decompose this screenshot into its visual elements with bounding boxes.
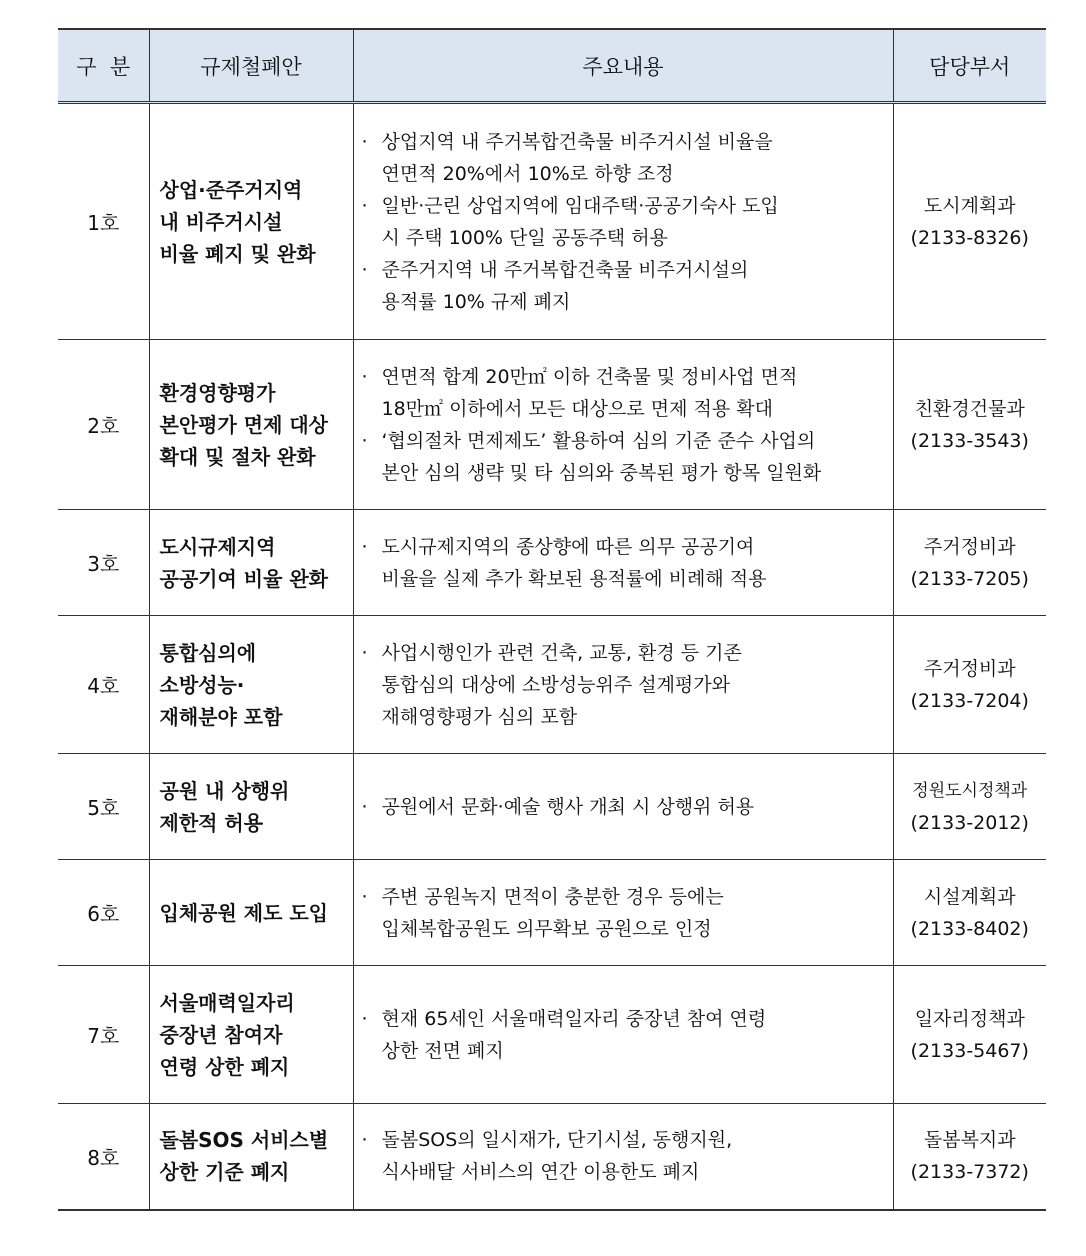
bullet-text-line: 주변 공원녹지 면적이 충분한 경우 등에는 [381,885,724,908]
row-number: 7호 [58,966,149,1104]
proposal-title-line: 본안평가 면제 대상 [159,412,328,437]
bullet-text-line: 시 주택 100% 단일 공동주택 허용 [381,226,668,249]
proposal-title [149,1104,353,1210]
proposal-title [149,616,353,754]
bullet-text [382,254,883,318]
bullet-text-line: 공원에서 문화·예술 행사 개최 시 상행위 허용 [381,795,755,818]
table-row [58,754,1046,860]
department-cell [893,103,1046,340]
bullet-text-line: 용적률 10% 규제 폐지 [381,290,571,313]
row-number: 5호 [58,754,149,860]
bullet-text-line: 도시규제지역의 종상향에 따른 의무 공공기여 [381,535,755,558]
department-phone: (2133-3543) [910,429,1029,452]
bullet-text [382,881,883,945]
department-name: 시설계획과 [923,885,1016,908]
department-name: 친환경건물과 [914,397,1025,420]
bullet-text [382,190,883,254]
bullet-text [382,791,883,823]
content-cell [353,860,893,966]
proposal-title-line: 환경영향평가 [159,380,276,405]
table-row [58,616,1046,754]
proposal-title-line: 서울매력일자리 [159,990,295,1015]
bullet-dot: · [361,535,368,558]
bullet-text-line: 18만㎡ 이하에서 모든 대상으로 면제 적용 확대 [381,397,773,420]
content-cell [353,510,893,616]
row-number: 8호 [58,1104,149,1210]
header-department: 담당부서 [893,29,1046,103]
department-name: 주거정비과 [923,535,1016,558]
bullet-dot: · [361,429,368,452]
department-phone: (2133-8402) [910,917,1029,940]
table-row [58,510,1046,616]
bullet-text [382,637,883,733]
proposal-title-line: 돌봄SOS 서비스별 [159,1128,329,1153]
proposal-title-line: 확대 및 절차 완화 [159,444,316,469]
row-number: 6호 [58,860,149,966]
proposal-title-line: 통합심의에 [159,640,257,665]
bullet-text [382,1003,883,1067]
proposal-title-line: 상한 기준 폐지 [159,1160,290,1185]
proposal-title [149,860,353,966]
bullet-dot: · [361,1129,368,1152]
department-cell [893,340,1046,510]
proposal-title [149,754,353,860]
bullet-dot: · [361,258,368,281]
department-cell [893,510,1046,616]
content-cell [353,1104,893,1210]
bullet-text [382,126,883,190]
bullet-item [362,190,883,254]
bullet-text-line: 상업지역 내 주거복합건축물 비주거시설 비율을 [381,130,773,153]
department-name: 정원도시정책과 [912,780,1028,801]
department-cell [893,754,1046,860]
bullet-text-line: 상한 전면 폐지 [381,1039,504,1062]
bullet-item [362,1003,883,1067]
bullet-dot: · [361,194,368,217]
department-cell [893,1104,1046,1210]
header-row [58,29,1046,103]
department-name: 돌봄복지과 [923,1129,1016,1152]
bullet-text-line: 연면적 합계 20만㎡ 이하 건축물 및 정비사업 면적 [381,365,798,388]
bullet-item [362,361,883,425]
proposal-title-line: 내 비주거시설 [159,209,283,234]
proposal-title-line: 연령 상한 폐지 [159,1054,290,1079]
department-phone: (2133-7204) [910,689,1029,712]
bullet-text-line: 현재 65세인 서울매력일자리 중장년 참여 연령 [381,1007,767,1030]
table-row [58,860,1046,966]
bullet-dot: · [361,885,368,908]
department-phone: (2133-7205) [910,567,1029,590]
bullet-text-line: 연면적 20%에서 10%로 하향 조정 [381,162,674,185]
proposal-title [149,510,353,616]
table-row [58,966,1046,1104]
bullet-text [382,1124,883,1188]
department-phone: (2133-7372) [910,1161,1029,1184]
bullet-item [362,531,883,595]
header-category: 구 분 [58,29,149,103]
bullet-item [362,126,883,190]
bullet-item [362,637,883,733]
bullet-text [382,531,883,595]
department-cell [893,860,1046,966]
proposal-title-line: 소방성능· [159,672,245,697]
bullet-dot: · [361,130,368,153]
row-number: 2호 [58,340,149,510]
proposal-title-line: 입체공원 제도 도입 [159,900,328,925]
proposal-title-line: 재해분야 포함 [159,704,283,729]
proposal-title [149,966,353,1104]
bullet-text-line: 돌봄SOS의 일시재가, 단기시설, 동행지원, [381,1129,733,1152]
bullet-text-line: 준주거지역 내 주거복합건축물 비주거시설의 [381,258,749,281]
content-cell [353,103,893,340]
table-row [58,1104,1046,1210]
bullet-item [362,1124,883,1188]
proposal-title-line: 상업·준주거지역 [159,177,303,202]
department-name: 도시계획과 [923,194,1016,217]
bullet-dot: · [361,641,368,664]
bullet-text [382,425,883,489]
proposal-title-line: 중장년 참여자 [159,1022,283,1047]
content-cell [353,616,893,754]
content-cell [353,754,893,860]
department-phone: (2133-2012) [910,811,1029,834]
department-name: 주거정비과 [923,657,1016,680]
table-row [58,340,1046,510]
bullet-item [362,254,883,318]
bullet-text-line: 통합심의 대상에 소방성능위주 설계평가와 [381,673,730,696]
bullet-text-line: 비율을 실제 추가 확보된 용적률에 비례해 적용 [381,567,767,590]
bullet-text-line: 입체복합공원도 의무확보 공원으로 인정 [381,917,712,940]
header-content: 주요내용 [353,29,893,103]
row-number: 3호 [58,510,149,616]
department-phone: (2133-5467) [910,1039,1029,1062]
row-number: 1호 [58,103,149,340]
bullet-dot: · [361,365,368,388]
bullet-item [362,881,883,945]
proposal-title [149,340,353,510]
proposal-title-line: 제한적 허용 [159,810,264,835]
row-number: 4호 [58,616,149,754]
bullet-text-line: 재해영향평가 심의 포함 [381,705,578,728]
department-phone: (2133-8326) [910,226,1029,249]
department-cell [893,616,1046,754]
bullet-item [362,425,883,489]
regulation-table [58,28,1046,1211]
proposal-title-line: 공공기여 비율 완화 [159,566,328,591]
bullet-text-line: 식사배달 서비스의 연간 이용한도 폐지 [381,1161,700,1184]
bullet-text [382,361,883,425]
content-cell [353,340,893,510]
bullet-dot: · [361,795,368,818]
proposal-title-line: 도시규제지역 [159,534,276,559]
table-body [58,103,1046,1210]
proposal-title [149,103,353,340]
bullet-item [362,791,883,823]
bullet-text-line: 본안 심의 생략 및 타 심의와 중복된 평가 항목 일원화 [381,461,822,484]
department-cell [893,966,1046,1104]
department-name: 일자리정책과 [914,1007,1025,1030]
bullet-text-line: 사업시행인가 관련 건축, 교통, 환경 등 기존 [381,641,742,664]
bullet-dot: · [361,1007,368,1030]
proposal-title-line: 비율 폐지 및 완화 [159,241,316,266]
content-cell [353,966,893,1104]
header-proposal: 규제철폐안 [149,29,353,103]
bullet-text-line: ‘협의절차 면제제도’ 활용하여 심의 기준 준수 사업의 [381,429,816,452]
bullet-text-line: 일반·근린 상업지역에 임대주택·공공기숙사 도입 [381,194,779,217]
proposal-title-line: 공원 내 상행위 [159,778,290,803]
table-row [58,103,1046,340]
